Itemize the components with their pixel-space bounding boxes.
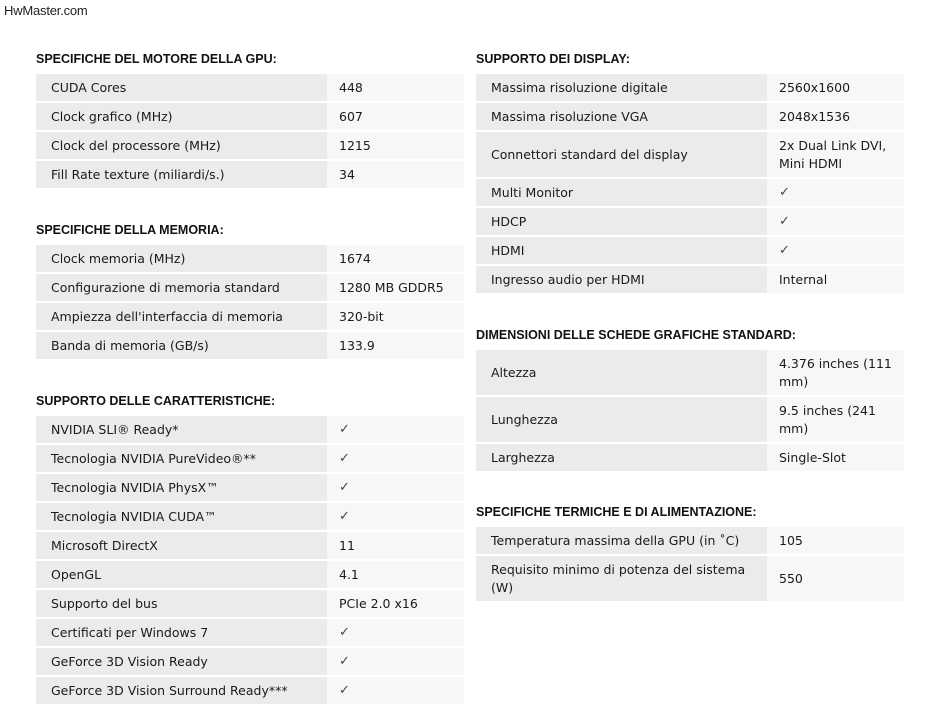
table-row: [36, 132, 464, 161]
row-label: Multi Monitor: [476, 179, 767, 208]
table-row: [476, 266, 904, 295]
row-value: 448: [327, 74, 464, 103]
row-label: Connettori standard del display: [476, 132, 767, 179]
table-row: [476, 208, 904, 237]
row-label: Clock del processore (MHz): [36, 132, 327, 161]
row-value: 4.1: [327, 561, 464, 590]
row-label: Ampiezza dell'interfaccia di memoria: [36, 303, 327, 332]
row-label: HDCP: [476, 208, 767, 237]
table-row: [476, 350, 904, 397]
features-section: [36, 392, 464, 706]
row-value: 1674: [327, 245, 464, 274]
row-value: Single-Slot: [767, 444, 904, 473]
row-label: Clock memoria (MHz): [36, 245, 327, 274]
checkmark-icon: ✓: [767, 237, 904, 266]
section-title: SPECIFICHE DEL MOTORE DELLA GPU:: [36, 52, 277, 66]
row-label: Supporto del bus: [36, 590, 327, 619]
table-row: [476, 237, 904, 266]
section-title: SPECIFICHE TERMICHE E DI ALIMENTAZIONE:: [476, 505, 757, 519]
table-row: [476, 132, 904, 179]
row-label: Tecnologia NVIDIA CUDA™: [36, 503, 327, 532]
row-value: 34: [327, 161, 464, 190]
row-value: 2x Dual Link DVI, Mini HDMI: [767, 132, 904, 179]
row-label: OpenGL: [36, 561, 327, 590]
row-label: Microsoft DirectX: [36, 532, 327, 561]
memory-section: [36, 221, 464, 361]
row-label: CUDA Cores: [36, 74, 327, 103]
display-section: [476, 50, 904, 295]
row-value: 133.9: [327, 332, 464, 361]
row-value: 550: [767, 556, 904, 603]
row-label: Requisito minimo di potenza del sistema (W): [476, 556, 767, 603]
spec-table: [476, 74, 904, 295]
row-label: Clock grafico (MHz): [36, 103, 327, 132]
row-label: Configurazione di memoria standard: [36, 274, 327, 303]
table-row: [476, 556, 904, 603]
row-value: 11: [327, 532, 464, 561]
dimensions-section: [476, 326, 904, 473]
row-value: 9.5 inches (241 mm): [767, 397, 904, 444]
spec-table: [36, 416, 464, 706]
table-row: [36, 648, 464, 677]
table-row: [36, 474, 464, 503]
row-value: 1280 MB GDDR5: [327, 274, 464, 303]
table-row: [476, 397, 904, 444]
table-row: [476, 179, 904, 208]
row-value: 2560x1600: [767, 74, 904, 103]
checkmark-icon: ✓: [327, 503, 464, 532]
checkmark-icon: ✓: [327, 416, 464, 445]
row-label: Massima risoluzione VGA: [476, 103, 767, 132]
table-row: [36, 503, 464, 532]
table-row: [36, 677, 464, 706]
table-row: [476, 74, 904, 103]
row-label: Massima risoluzione digitale: [476, 74, 767, 103]
row-value: 105: [767, 527, 904, 556]
row-label: Banda di memoria (GB/s): [36, 332, 327, 361]
table-row: [36, 161, 464, 190]
watermark: HwMaster.com: [4, 3, 88, 18]
row-value: 2048x1536: [767, 103, 904, 132]
table-row: [36, 445, 464, 474]
checkmark-icon: ✓: [327, 445, 464, 474]
table-row: [36, 619, 464, 648]
row-label: Altezza: [476, 350, 767, 397]
spec-table: [36, 74, 464, 190]
spec-table: [476, 527, 904, 603]
spec-table: [476, 350, 904, 473]
table-row: [36, 532, 464, 561]
row-label: Fill Rate texture (miliardi/s.): [36, 161, 327, 190]
row-label: HDMI: [476, 237, 767, 266]
row-label: Temperatura massima della GPU (in ˚C): [476, 527, 767, 556]
row-label: Certificati per Windows 7: [36, 619, 327, 648]
row-label: Tecnologia NVIDIA PureVideo®**: [36, 445, 327, 474]
row-value: 607: [327, 103, 464, 132]
table-row: [36, 590, 464, 619]
row-value: PCIe 2.0 x16: [327, 590, 464, 619]
table-row: [36, 561, 464, 590]
row-label: GeForce 3D Vision Ready: [36, 648, 327, 677]
row-label: Tecnologia NVIDIA PhysX™: [36, 474, 327, 503]
row-label: Ingresso audio per HDMI: [476, 266, 767, 295]
checkmark-icon: ✓: [327, 474, 464, 503]
table-row: [36, 245, 464, 274]
table-row: [36, 332, 464, 361]
section-title: SUPPORTO DELLE CARATTERISTICHE:: [36, 394, 276, 408]
row-label: Lunghezza: [476, 397, 767, 444]
row-label: GeForce 3D Vision Surround Ready***: [36, 677, 327, 706]
section-title: SUPPORTO DEI DISPLAY:: [476, 52, 630, 66]
checkmark-icon: ✓: [327, 677, 464, 706]
checkmark-icon: ✓: [767, 208, 904, 237]
row-value: 1215: [327, 132, 464, 161]
table-row: [476, 103, 904, 132]
thermal-section: [476, 503, 904, 603]
table-row: [476, 444, 904, 473]
section-title: SPECIFICHE DELLA MEMORIA:: [36, 223, 224, 237]
table-row: [36, 416, 464, 445]
section-title: DIMENSIONI DELLE SCHEDE GRAFICHE STANDARD:: [476, 328, 796, 342]
row-value: 320-bit: [327, 303, 464, 332]
checkmark-icon: ✓: [327, 648, 464, 677]
table-row: [476, 527, 904, 556]
table-row: [36, 274, 464, 303]
row-value: Internal: [767, 266, 904, 295]
gpu-engine-section: [36, 50, 464, 190]
spec-table: [36, 245, 464, 361]
table-row: [36, 74, 464, 103]
table-row: [36, 303, 464, 332]
row-value: 4.376 inches (111 mm): [767, 350, 904, 397]
row-label: Larghezza: [476, 444, 767, 473]
row-label: NVIDIA SLI® Ready*: [36, 416, 327, 445]
checkmark-icon: ✓: [327, 619, 464, 648]
checkmark-icon: ✓: [767, 179, 904, 208]
table-row: [36, 103, 464, 132]
